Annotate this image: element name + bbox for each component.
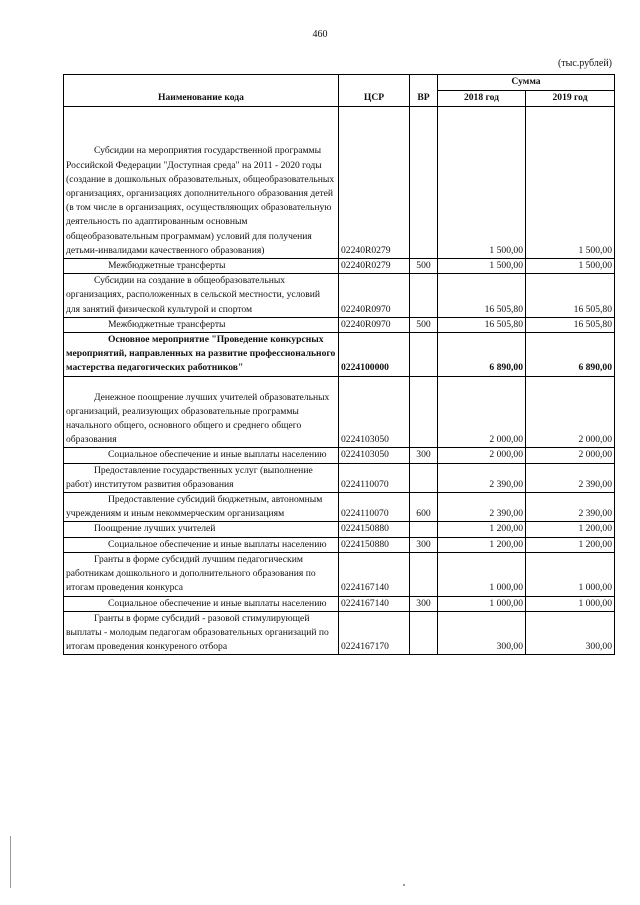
- row-vr: 300: [410, 448, 438, 463]
- row-sum-2018: 1 000,00: [438, 552, 526, 596]
- row-sum-2019: 6 890,00: [526, 333, 615, 377]
- unit-note: (тыс.рублей): [557, 58, 612, 69]
- row-vr: [410, 107, 438, 259]
- row-sum-2019: 1 200,00: [526, 522, 615, 537]
- row-sum-2018: 1 200,00: [438, 522, 526, 537]
- row-sum-2018: 16 505,80: [438, 317, 526, 332]
- row-sum-2018: 1 000,00: [438, 596, 526, 611]
- row-csr: 0224103050: [339, 376, 410, 448]
- table-row: [64, 552, 615, 596]
- row-name: Предоставление субсидий бюджетным, автономным учреждениям и иным некоммерческим организациям: [64, 493, 339, 522]
- row-vr: [410, 274, 438, 318]
- header-year-2019: 2019 год: [526, 91, 615, 107]
- row-sum-2018: 6 890,00: [438, 333, 526, 377]
- table-row: [64, 448, 615, 463]
- row-sum-2019: 2 390,00: [526, 493, 615, 522]
- row-name: Гранты в форме субсидий лучшим педагогическим работникам дошкольного и дополнительного образования по итогам проведения конкурса: [64, 552, 339, 596]
- row-csr: 0224110070: [339, 493, 410, 522]
- row-name: Социальное обеспечение и иные выплаты населению: [64, 596, 339, 611]
- table-row: [64, 596, 615, 611]
- row-sum-2019: 2 000,00: [526, 448, 615, 463]
- table-row: [64, 493, 615, 522]
- table-row: [64, 522, 615, 537]
- header-name: Наименование кода: [64, 75, 339, 107]
- row-vr: 300: [410, 537, 438, 552]
- scan-edge-mark: [10, 836, 11, 888]
- row-name: Предоставление государственных услуг (выполнение работ) институтом развития образования: [64, 463, 339, 492]
- row-sum-2019: 1 500,00: [526, 107, 615, 259]
- row-sum-2018: 1 500,00: [438, 107, 526, 259]
- header-year-2018: 2018 год: [438, 91, 526, 107]
- table-row: [64, 537, 615, 552]
- row-csr: 0224100000: [339, 333, 410, 377]
- row-csr: 0224150880: [339, 537, 410, 552]
- row-sum-2019: 300,00: [526, 611, 615, 655]
- table-row: [64, 611, 615, 655]
- row-sum-2019: 1 200,00: [526, 537, 615, 552]
- row-name: Субсидии на мероприятия государственной программы Российской Федерации "Доступная среда" на 2011 - 2020 годы (создание в дошкольных образовательных, общеобразовательных организациях, организациях дополнительного образования детей (в том числе в организациях, осуществляющих образовательную деятельность по адаптированным основным общеобразовательным программам) условий для получения детьми-инвалидами качественного образования): [64, 107, 339, 259]
- row-name: Поощрение лучших учителей: [64, 522, 339, 537]
- table-row: [64, 463, 615, 492]
- row-sum-2018: 2 390,00: [438, 463, 526, 492]
- table-row: [64, 274, 615, 318]
- row-csr: 0224167140: [339, 552, 410, 596]
- row-vr: 500: [410, 317, 438, 332]
- row-name: Субсидии на создание в общеобразовательных организациях, расположенных в сельской местности, условий для занятий физической культурой и спортом: [64, 274, 339, 318]
- header-sum: Сумма: [438, 75, 615, 91]
- row-csr: 0224103050: [339, 448, 410, 463]
- row-vr: 300: [410, 596, 438, 611]
- row-csr: 02240R0970: [339, 317, 410, 332]
- row-sum-2019: 2 000,00: [526, 376, 615, 448]
- row-csr: 02240R0279: [339, 107, 410, 259]
- row-sum-2018: 2 390,00: [438, 493, 526, 522]
- row-sum-2018: 1 500,00: [438, 259, 526, 274]
- row-name: Основное мероприятие "Проведение конкурсных мероприятий, направленных на развитие профессионального мастерства педагогических работников": [64, 333, 339, 377]
- row-vr: [410, 463, 438, 492]
- table-row: [64, 259, 615, 274]
- row-name: Социальное обеспечение и иные выплаты населению: [64, 448, 339, 463]
- row-csr: 0224110070: [339, 463, 410, 492]
- row-name: Межбюджетные трансферты: [64, 317, 339, 332]
- row-vr: [410, 376, 438, 448]
- row-csr: 0224167170: [339, 611, 410, 655]
- scan-dot: [403, 884, 405, 886]
- row-sum-2019: 1 000,00: [526, 552, 615, 596]
- budget-table: [63, 74, 615, 655]
- row-csr: 0224167140: [339, 596, 410, 611]
- row-name: Гранты в форме субсидий - разовой стимулирующей выплаты - молодым педагогам образовательных организаций по итогам проведения конкуреного отбора: [64, 611, 339, 655]
- row-sum-2018: 1 200,00: [438, 537, 526, 552]
- row-vr: 600: [410, 493, 438, 522]
- row-vr: [410, 611, 438, 655]
- row-vr: [410, 522, 438, 537]
- table-row: [64, 376, 615, 448]
- table-row: [64, 107, 615, 259]
- row-name: Межбюджетные трансферты: [64, 259, 339, 274]
- row-sum-2018: 2 000,00: [438, 376, 526, 448]
- row-sum-2018: 2 000,00: [438, 448, 526, 463]
- row-csr: 02240R0279: [339, 259, 410, 274]
- row-sum-2018: 16 505,80: [438, 274, 526, 318]
- row-name: Денежное поощрение лучших учителей образовательных организаций, реализующих образовательные программы начального общего, основного общего и среднего общего образования: [64, 376, 339, 448]
- row-sum-2019: 16 505,80: [526, 317, 615, 332]
- row-name: Социальное обеспечение и иные выплаты населению: [64, 537, 339, 552]
- header-vr: ВР: [410, 75, 438, 107]
- row-vr: [410, 552, 438, 596]
- row-sum-2019: 2 390,00: [526, 463, 615, 492]
- header-csr: ЦСР: [339, 75, 410, 107]
- table-row-section: [64, 333, 615, 377]
- row-csr: 0224150880: [339, 522, 410, 537]
- row-sum-2019: 1 500,00: [526, 259, 615, 274]
- row-csr: 02240R0970: [339, 274, 410, 318]
- page-number: 460: [312, 29, 328, 40]
- row-sum-2019: 1 000,00: [526, 596, 615, 611]
- row-vr: [410, 333, 438, 377]
- table-row: [64, 317, 615, 332]
- row-sum-2019: 16 505,80: [526, 274, 615, 318]
- row-sum-2018: 300,00: [438, 611, 526, 655]
- row-vr: 500: [410, 259, 438, 274]
